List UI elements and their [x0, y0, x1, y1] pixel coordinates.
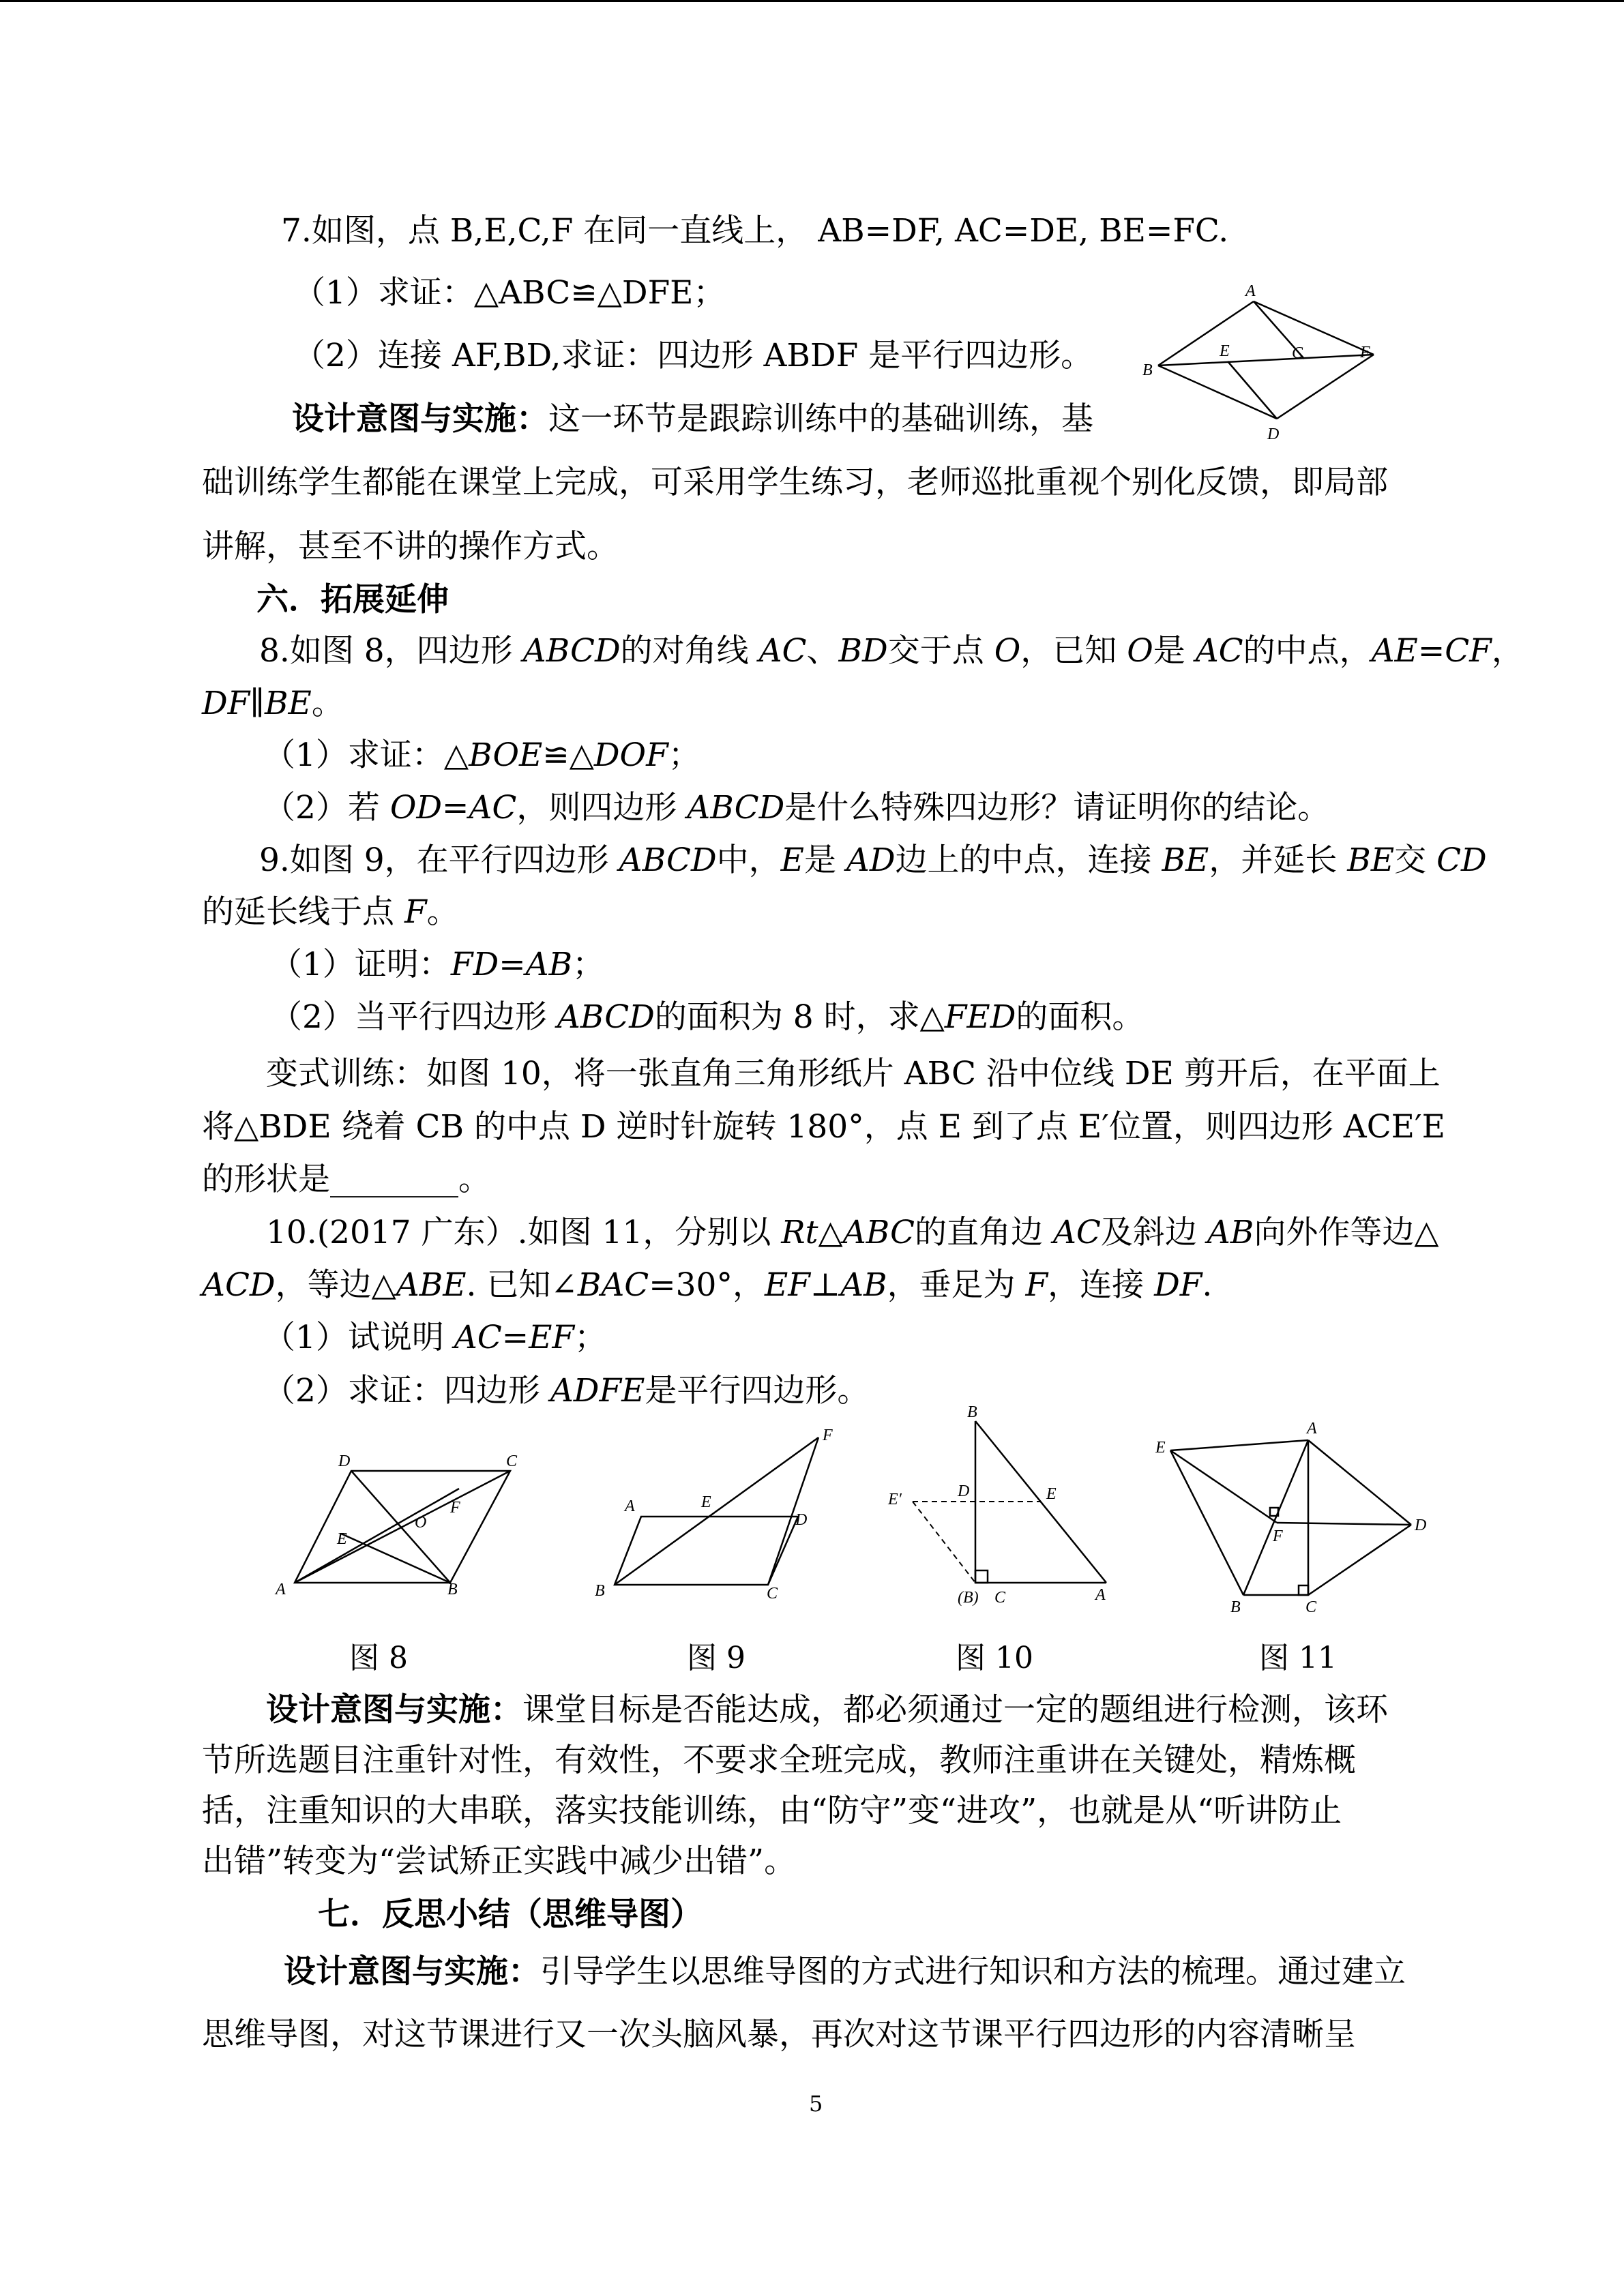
fig11-caption: 图 11: [1259, 1641, 1337, 1675]
q7-part2: （2）连接 AF,BD,求证：四边形 ABDF 是平行四边形。: [293, 337, 1093, 374]
q9-var: BE: [1162, 841, 1209, 879]
fig9-label-E: E: [701, 1493, 711, 1511]
q7-label-C: C: [1292, 344, 1303, 362]
q9-var: FED: [944, 998, 1016, 1036]
q10-var: ABE: [396, 1266, 467, 1304]
q10-var: EF: [764, 1266, 810, 1304]
q9-part2: [270, 997, 1144, 1038]
fig9-label-C: C: [767, 1585, 778, 1602]
page-top-border: [0, 0, 1624, 2]
q8-text: ，已知: [1020, 632, 1127, 670]
q8-text: 的对角线: [620, 632, 759, 670]
figure-8: [295, 1471, 510, 1583]
q10-text: ，垂足为: [887, 1266, 1026, 1304]
q8-text: 是什么特殊四边形？请证明你的结论。: [784, 789, 1330, 826]
q9-text: 。: [426, 893, 459, 931]
q8-var: O: [1127, 632, 1153, 670]
q10-var: F: [1025, 1266, 1048, 1304]
q7-design-text-b: 础训练学生都能在课堂上完成，可采用学生练习，老师巡批重视个别化反馈，即局部: [202, 464, 1388, 501]
q10-text: 向外作等边△: [1254, 1214, 1439, 1251]
q9-line2: [202, 892, 459, 933]
q8-text: 是: [1153, 632, 1196, 670]
q9-text: （2）当平行四边形: [270, 998, 557, 1036]
q8-text: 、: [806, 632, 839, 670]
q8-text: ，: [1491, 632, 1524, 670]
design-label: 设计意图与实施：: [266, 1691, 522, 1729]
q9-var: ABCD: [557, 998, 655, 1036]
q10-var: AC: [1052, 1214, 1101, 1251]
q8-text: ≌△: [542, 736, 594, 774]
q8-var: DF∥BE: [202, 685, 312, 722]
q7-label-D: D: [1267, 426, 1280, 443]
q10-text: （2）求证：四边形: [263, 1372, 550, 1410]
q9-var: ABCD: [619, 841, 717, 879]
design-text: 引导学生以思维导图的方式进行知识和方法的梳理。通过建立: [540, 1953, 1406, 1991]
q7-label-E: E: [1220, 342, 1230, 360]
q10-line2: [202, 1265, 1212, 1306]
q8-part2: [263, 788, 1329, 829]
q8-line2: [202, 683, 344, 724]
design2-line2: 节所选题目注重针对性，有效性，不要求全班完成，教师注重讲在关键处，精炼概: [202, 1742, 1356, 1779]
q9-line1: [259, 840, 1487, 881]
q10-text: ，等边△: [275, 1266, 396, 1304]
fig11-label-B: B: [1230, 1598, 1241, 1616]
fig10-label-Bparen: (B): [958, 1589, 979, 1607]
q10-var: DF: [1154, 1266, 1202, 1304]
q9-var: E: [780, 841, 804, 879]
page-number: 5: [809, 2091, 823, 2117]
variant-line2: 将△BDE 绕着 CB 的中点 D 逆时针旋转 180°，点 E 到了点 E′位置，则四边形 ACE′E: [202, 1108, 1445, 1146]
q9-var: F: [404, 893, 427, 931]
q9-var: AD: [846, 841, 896, 879]
q10-var: AC=EF: [454, 1319, 575, 1356]
q8-var: AE=CF: [1371, 632, 1492, 670]
q9-text: 中，: [716, 841, 781, 879]
fig11-label-F: F: [1273, 1527, 1283, 1545]
q8-text: ，则四边形: [516, 789, 688, 826]
q10-text: =30°，: [649, 1266, 765, 1304]
q10-part2: [263, 1371, 869, 1412]
fig10-caption: 图 10: [956, 1641, 1033, 1675]
q9-text: 边上的中点，连接: [895, 841, 1162, 879]
design-label: 设计意图与实施：: [284, 1953, 540, 1991]
q7-label-F: F: [1360, 344, 1370, 361]
q10-text: △: [818, 1214, 843, 1251]
fig10-label-A: A: [1095, 1586, 1106, 1604]
q9-text: （1）证明：: [270, 946, 451, 983]
q8-var: OD=AC: [389, 789, 517, 826]
q8-var: BOE: [469, 736, 543, 774]
q8-text: ；: [668, 736, 700, 774]
q10-var: ACD: [202, 1266, 276, 1304]
q9-text: 9.如图 9，在平行四边形: [259, 841, 619, 879]
q10-var: ADFE: [550, 1372, 645, 1410]
design3-line1: [284, 1952, 1406, 1993]
q8-line1: [259, 631, 1524, 672]
q10-var: BAC: [577, 1266, 649, 1304]
variant-line1: 变式训练：如图 10，将一张直角三角形纸片 ABC 沿中位线 DE 剪开后，在平面上: [266, 1055, 1441, 1092]
q9-text: ；: [572, 946, 605, 983]
fig10-label-B: B: [967, 1403, 977, 1421]
q8-text: 。: [311, 685, 344, 722]
q7-design-note: [292, 399, 1093, 440]
fig9-label-B: B: [595, 1582, 605, 1600]
q7-title: 7.如图，点 B,E,C,F 在同一直线上， AB=DF, AC=DE, BE=FC.: [281, 212, 1229, 250]
fig8-label-C: C: [506, 1452, 518, 1470]
q9-var: CD: [1436, 841, 1487, 879]
q10-text: （1）试说明: [263, 1319, 454, 1356]
q10-text: . 已知∠: [466, 1266, 578, 1304]
section7-title: 七．反思小结（思维导图）: [318, 1896, 703, 1933]
design2-line1: [266, 1690, 1388, 1731]
q8-var: O: [994, 632, 1021, 670]
q10-text: .: [1202, 1266, 1213, 1304]
fig11-label-A: A: [1307, 1420, 1317, 1437]
q8-part1: [263, 735, 700, 776]
q8-text: （2）若: [263, 789, 390, 826]
variant-line3: 的形状是________。: [202, 1161, 490, 1198]
fig11-label-E: E: [1155, 1439, 1166, 1457]
q8-var: BD: [838, 632, 888, 670]
q7-label-B: B: [1142, 361, 1153, 379]
q9-text: ，并延长: [1209, 841, 1348, 879]
q8-text: （1）求证：△: [263, 736, 469, 774]
fig8-label-E: E: [337, 1530, 347, 1548]
q9-text: 是: [803, 841, 846, 879]
fig8-label-O: O: [415, 1514, 427, 1532]
fig8-label-B: B: [447, 1581, 458, 1598]
q10-var: AB: [840, 1266, 887, 1304]
q9-text: 交: [1394, 841, 1437, 879]
fig8-label-F: F: [450, 1499, 460, 1517]
figure-11: [1170, 1440, 1411, 1595]
q10-var: Rt: [781, 1214, 818, 1251]
q10-text: ；: [574, 1319, 607, 1356]
q9-text: 的面积为 8 时，求△: [654, 998, 945, 1036]
fig9-label-A: A: [625, 1497, 635, 1515]
q8-text: 的中点，: [1243, 632, 1372, 670]
figure-9: [615, 1437, 818, 1585]
q10-text: 及斜边: [1100, 1214, 1207, 1251]
q7-label-A: A: [1245, 282, 1256, 300]
fig10-label-Eprime: E′: [888, 1491, 902, 1508]
q8-var: ABCD: [687, 789, 785, 826]
fig9-label-D: D: [795, 1511, 808, 1529]
fig10-label-E: E: [1046, 1485, 1057, 1503]
design-label: 设计意图与实施：: [292, 400, 548, 438]
fig10-label-D: D: [958, 1482, 970, 1500]
fig11-label-C: C: [1305, 1598, 1317, 1616]
q8-var: ABCD: [522, 632, 621, 670]
q9-text: 的延长线于点: [202, 893, 404, 931]
fig9-label-F: F: [823, 1427, 833, 1444]
q9-var: BE: [1347, 841, 1395, 879]
fig8-caption: 图 8: [349, 1641, 408, 1675]
q10-text: 是平行四边形。: [645, 1372, 870, 1410]
q9-text: 的面积。: [1016, 998, 1145, 1036]
design-text: 课堂目标是否能达成，都必须通过一定的题组进行检测，该环: [522, 1691, 1388, 1729]
q10-text: ，连接: [1048, 1266, 1155, 1304]
section6-title: 六．拓展延伸: [256, 581, 449, 618]
design2-line3: 括，注重知识的大串联，落实技能训练，由“防守”变“进攻”，也就是从“听讲防止: [202, 1792, 1342, 1830]
q8-var: AC: [1195, 632, 1243, 670]
q7-design-text-c: 讲解，甚至不讲的操作方式。: [202, 528, 619, 565]
q8-var: DOF: [593, 736, 668, 774]
q8-text: 8.如图 8，四边形: [259, 632, 523, 670]
fig9-caption: 图 9: [687, 1641, 745, 1675]
q9-var: FD=AB: [450, 946, 573, 983]
design-text: 这一环节是跟踪训练中的基础训练，基: [548, 400, 1093, 438]
design2-line4: 出错”转变为“尝试矫正实践中减少出错”。: [202, 1843, 797, 1880]
fig10-label-C: C: [994, 1589, 1006, 1607]
q9-part1: [270, 944, 604, 985]
q8-text: 交于点: [887, 632, 994, 670]
design3-line2: 思维导图，对这节课进行又一次头脑风暴，再次对这节课平行四边形的内容清晰呈: [202, 2016, 1356, 2053]
q10-text: ⊥: [810, 1266, 841, 1304]
fig11-label-D: D: [1415, 1517, 1427, 1534]
q10-part1: [263, 1317, 606, 1358]
q8-var: AC: [758, 632, 807, 670]
q10-line1: [266, 1212, 1438, 1253]
q10-text: 10.(2017 广东）.如图 11，分别以: [266, 1214, 782, 1251]
q10-var: AB: [1207, 1214, 1254, 1251]
q10-var: ABC: [842, 1214, 915, 1251]
q7-part1: （1）求证：△ABC≌△DFE；: [293, 274, 726, 312]
fig8-label-D: D: [338, 1452, 351, 1470]
q10-text: 的直角边: [915, 1214, 1053, 1251]
fig8-label-A: A: [276, 1581, 286, 1598]
figure-10: [975, 1421, 1106, 1583]
